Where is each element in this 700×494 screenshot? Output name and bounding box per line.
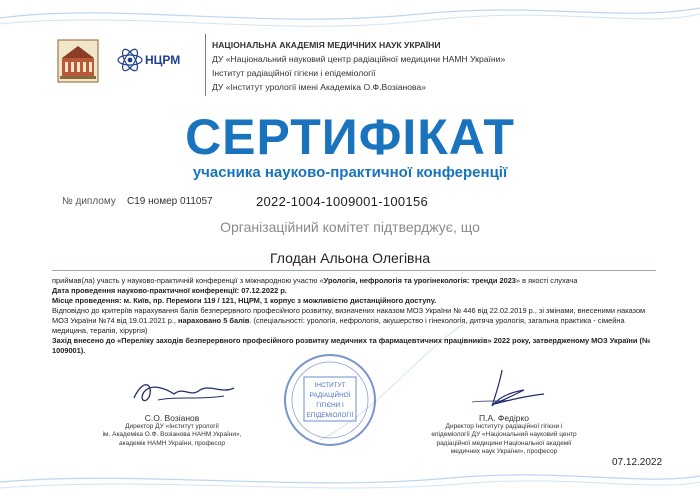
- participant-name: Глодан Альона Олегівна: [269, 250, 431, 266]
- event-name: Урологія, нефрологія та урогінекологія: тренди 2023: [323, 276, 516, 285]
- signature-right: [452, 366, 552, 410]
- signatory-left: [102, 414, 242, 448]
- org-line: ДУ «Інститут урології імені Академіка О.Ф.Возіанова»: [212, 82, 427, 92]
- signatory-title: академік НАМН України, професор: [119, 439, 225, 447]
- signatory-name: П.А. Федірко: [479, 413, 529, 423]
- certificate-title: СЕРТИФІКАТ: [185, 109, 515, 165]
- confirm-text: Організаційний комітет підтверджує, що: [220, 219, 480, 235]
- signatory-title: епідеміології ДУ «Національний науковий центр: [431, 431, 577, 439]
- participation-end: » в якості слухача: [515, 276, 578, 285]
- signatory-title: радіаційної медицини Національної академії: [436, 439, 572, 447]
- participation-start: приймав(ла) участь у науково-практичній конференції з міжнародною участю «: [52, 276, 324, 285]
- org-line: НАЦІОНАЛЬНА АКАДЕМІЯ МЕДИЧНИХ НАУК УКРАЇНИ: [212, 40, 441, 50]
- diploma-label: № диплому: [62, 196, 116, 207]
- signatory-title: медичних наук України», професор: [450, 447, 558, 455]
- signatory-right: [424, 414, 584, 456]
- ncrm-logo-text: НЦРМ: [145, 53, 181, 67]
- signatory-title: ім. Академіка О.Ф. Возіанова НАНМ України»,: [102, 431, 242, 439]
- stamp-line: ІНСТИТУТ: [314, 382, 346, 389]
- academy-crest-icon: [56, 38, 100, 84]
- name-underline: [52, 270, 656, 271]
- stamp-line: ГІГІЄНИ І: [316, 402, 344, 409]
- stamp-line: РАДІАЦІЙНОЇ: [309, 392, 351, 399]
- signatory-name: С.О. Возіанов: [144, 413, 200, 423]
- date-line: Дата проведення науково-практичної конференції: 07.12.2022 р.: [52, 286, 287, 295]
- header-divider: [205, 34, 206, 96]
- certificate-subtitle: учасника науково-практичної конференції: [192, 164, 508, 181]
- participation-text: [52, 276, 662, 286]
- official-stamp: [282, 352, 378, 448]
- org-line: Інститут радіаційної гігієни і епідеміології: [212, 68, 376, 78]
- diploma-code: 2022-1004-1009001-100156: [256, 194, 429, 209]
- organizers-block: [212, 38, 505, 94]
- signatory-title: Директор Інституту радіаційної гігієни і: [445, 423, 563, 431]
- signatory-title: Директор ДУ «Інститут урології: [125, 423, 219, 431]
- certificate-body: [52, 276, 662, 356]
- issue-date: 07.12.2022: [612, 457, 663, 468]
- criteria-text: [52, 306, 662, 336]
- points-awarded: нараховано 5 балів: [178, 316, 250, 325]
- criteria-end: . (спеціальності: урологія, нефрологія, акушерство і гінекологія, дитяча урологія, загальна практика - сімейна медицина, терапія, хірургія): [52, 316, 625, 335]
- criteria-start: Відповідно до критеріїв нарахування балів безперервного професійного розвитку, визначених наказом МОЗ України № 446 від 22.02.2019 р., зі змінами, внесеними наказом МОЗ України №74 від 19.01.2021 р.,: [52, 306, 646, 325]
- stamp-line: ЕПІДЕМІОЛОГІЇ: [306, 412, 354, 419]
- signature-left: [128, 374, 238, 408]
- place-line: Місце проведення: м. Київ, пр. Перемоги 119 / 121, НЦРМ, 1 корпус з можливістю дистанційного доступу.: [52, 296, 437, 305]
- org-line: ДУ «Національний науковий центр радіаційної медицини НАМН України»: [212, 54, 506, 64]
- registry-line: Захід внесено до «Переліку заходів безперервного професійного розвитку медичних та фармацевтичних працівників» 2022 року, затвердженому МОЗ України (№ 1009001).: [52, 336, 651, 355]
- diploma-number: С19 номер 011057: [127, 196, 213, 207]
